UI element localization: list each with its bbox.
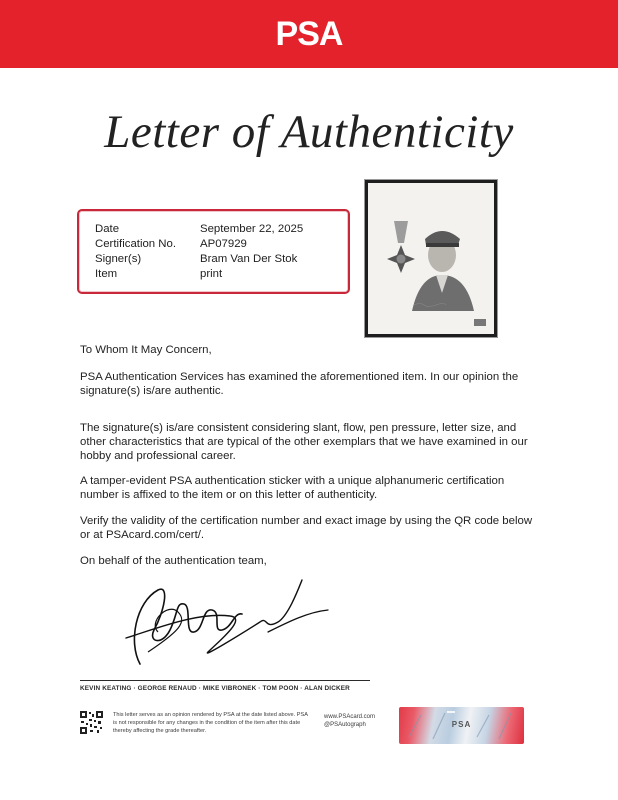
certificate-info-box — [77, 209, 350, 294]
info-row-item — [95, 267, 336, 282]
psa-logo: PSA — [275, 15, 343, 53]
item-photo — [364, 179, 498, 338]
portrait-print-image — [368, 183, 494, 334]
footer-contact — [324, 713, 375, 729]
paragraph-sticker: A tamper-evident PSA authentication sticker with a unique alphanumeric certification number is affixed to the item or on this letter of authenticity. — [80, 475, 505, 501]
info-value: September 22, 2025 — [200, 223, 304, 235]
qr-code-icon — [80, 711, 103, 734]
info-value: Bram Van Der Stok — [200, 253, 298, 265]
sticker-label: PSA — [451, 720, 472, 729]
paragraph-examined: PSA Authentication Services has examined the aforementioned item. In our opinion the signature(s) is/are authentic. — [80, 371, 519, 397]
footer-disclaimer: This letter serves as an opinion rendered by PSA at the date listed above. PSA is not responsible for any changes in the condition of the item after this date thereby affecting the grade thereafter. — [113, 712, 308, 734]
info-row-signer — [95, 252, 336, 267]
document-title: Letter of Authenticity — [104, 106, 514, 158]
handwritten-signature — [118, 572, 333, 677]
paragraph-consistency: The signature(s) is/are consistent considering slant, flow, pen pressure, letter size, and other characteristics that are typical of the other exemplars that we have examined in our hobby and professional career. — [80, 422, 528, 462]
authentication-sticker — [399, 707, 524, 744]
closing-line: On behalf of the authentication team, — [80, 555, 267, 567]
signature-line — [80, 680, 370, 681]
info-label: Item — [95, 268, 118, 280]
social-handle: @PSAutograph — [324, 722, 366, 728]
info-value: AP07929 — [200, 238, 247, 250]
info-value: print — [200, 268, 223, 280]
salutation: To Whom It May Concern, — [80, 344, 212, 356]
authenticator-names: KEVIN KEATING · GEORGE RENAUD · MIKE VIBRONEK · TOM POON · ALAN DICKER — [80, 685, 350, 692]
paragraph-verify: Verify the validity of the certification number and exact image by using the QR code below or at PSAcard.com/cert/. — [80, 515, 533, 541]
info-row-cert-no — [95, 237, 336, 252]
info-row-date — [95, 222, 336, 237]
info-label: Certification No. — [95, 238, 177, 250]
info-label: Signer(s) — [95, 253, 142, 265]
info-label: Date — [95, 223, 120, 235]
website-link[interactable]: www.PSAcard.com — [324, 714, 376, 720]
